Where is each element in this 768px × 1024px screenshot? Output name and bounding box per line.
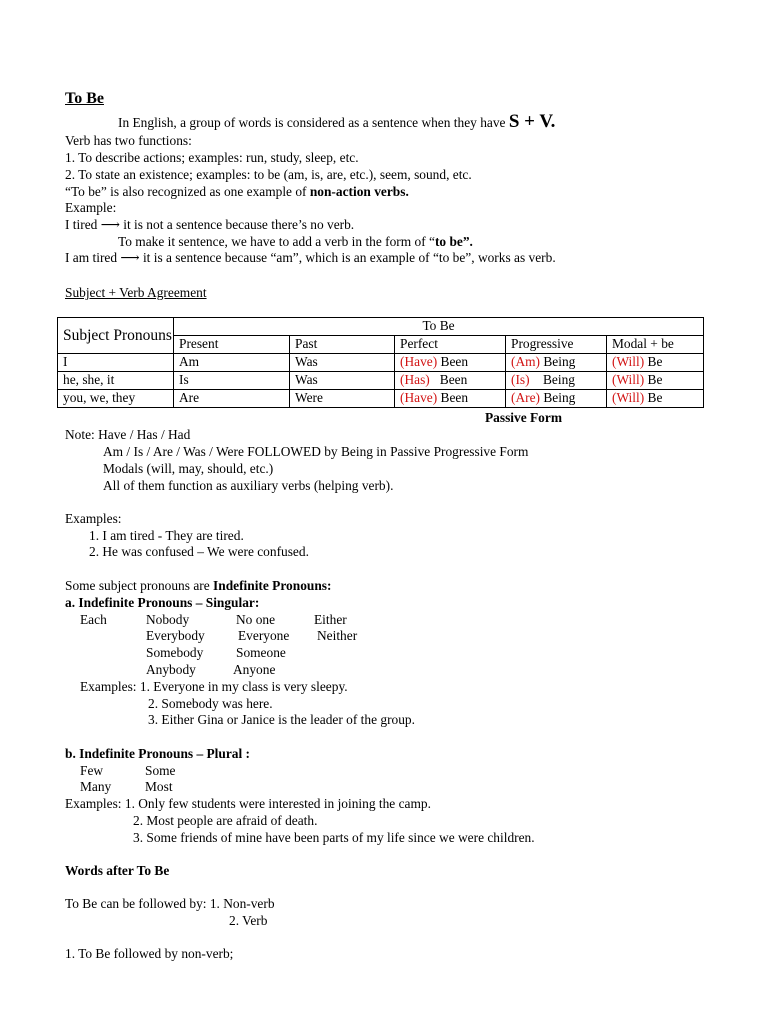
example-1: 1. I am tired - They are tired. xyxy=(89,528,244,543)
cell-past: Was xyxy=(290,354,395,372)
cell-perfect xyxy=(395,390,506,408)
intro-text: In English, a group of words is considered as a sentence when they have xyxy=(118,115,506,130)
example-make-sentence xyxy=(118,234,473,250)
table-row xyxy=(58,372,704,390)
example-2: 2. He was confused – We were confused. xyxy=(89,544,309,559)
example-label: Example: xyxy=(65,200,117,215)
cell-present: Am xyxy=(174,354,290,372)
cell-subject: I xyxy=(58,354,174,372)
plural-heading: b. Indefinite Pronouns – Plural : xyxy=(65,746,251,761)
pronoun-most: Most xyxy=(145,779,173,794)
progressive-form: Being xyxy=(543,354,576,369)
col-header-past: Past xyxy=(290,336,395,354)
to-be-bold: to be”. xyxy=(434,234,473,249)
cell-present: Are xyxy=(174,390,290,408)
modal-form: Be xyxy=(647,354,663,369)
passive-form-label: Passive Form xyxy=(485,410,562,425)
function-2: 2. To state an existence; examples: to be (am, is, are, etc.), seem, sound, etc. xyxy=(65,167,472,182)
singular-heading: a. Indefinite Pronouns – Singular: xyxy=(65,595,260,610)
note-line-4: All of them function as auxiliary verbs (helping verb). xyxy=(103,478,394,493)
indefinite-pronouns-bold: Indefinite Pronouns: xyxy=(213,578,332,593)
aux-progressive: (Am) xyxy=(511,354,541,369)
modal-form: Be xyxy=(647,372,663,387)
non-action-verbs: non-action verbs. xyxy=(309,184,409,199)
note-line-3: Modals (will, may, should, etc.) xyxy=(103,461,274,476)
pronoun-some: Some xyxy=(145,763,176,778)
recognized-text: “To be” is also recognized as one example of xyxy=(65,184,307,199)
indefinite-intro xyxy=(65,578,331,594)
function-1: 1. To describe actions; examples: run, study, sleep, etc. xyxy=(65,150,359,165)
singular-example-3: 3. Either Gina or Janice is the leader of the group. xyxy=(148,712,415,727)
pronoun-many: Many xyxy=(80,779,112,794)
pronoun-everybody: Everybody xyxy=(146,628,205,643)
col-header-modal: Modal + be xyxy=(607,336,704,354)
pronoun-no-one: No one xyxy=(236,612,276,627)
pronoun-each: Each xyxy=(80,612,107,627)
cell-modal xyxy=(607,372,704,390)
pronoun-everyone: Everyone xyxy=(238,628,290,643)
cell-past: Was xyxy=(290,372,395,390)
note-line-1: Note: Have / Has / Had xyxy=(65,427,191,442)
cell-modal xyxy=(607,354,704,372)
aux-progressive: (Is) xyxy=(511,372,530,387)
pronoun-someone: Someone xyxy=(236,645,286,660)
note-line-2: Am / Is / Are / Was / Were FOLLOWED by Being in Passive Progressive Form xyxy=(103,444,529,459)
cell-modal xyxy=(607,390,704,408)
aux-modal: (Will) xyxy=(612,354,645,369)
aux-modal: (Will) xyxy=(612,372,645,387)
intro-line xyxy=(118,111,556,132)
pronoun-either: Either xyxy=(314,612,347,627)
aux-perfect: (Have) xyxy=(400,390,438,405)
progressive-form: Being xyxy=(543,390,576,405)
pronoun-neither: Neither xyxy=(317,628,358,643)
subject-pronouns-header: Subject Pronouns xyxy=(58,318,174,354)
cell-past: Were xyxy=(290,390,395,408)
singular-example-2: 2. Somebody was here. xyxy=(148,696,273,711)
table-header-row xyxy=(58,318,704,336)
cell-progressive xyxy=(506,372,607,390)
to-be-table xyxy=(57,317,704,408)
indefinite-intro-text: Some subject pronouns are xyxy=(65,578,210,593)
table-row xyxy=(58,354,704,372)
examples-label: Examples: xyxy=(65,511,122,526)
aux-progressive: (Are) xyxy=(511,390,540,405)
col-header-perfect: Perfect xyxy=(395,336,506,354)
plural-example-2: 2. Most people are afraid of death. xyxy=(133,813,318,828)
cell-progressive xyxy=(506,390,607,408)
aux-perfect: (Have) xyxy=(400,354,438,369)
make-sentence-text: To make it sentence, we have to add a verb in the form of “ xyxy=(118,234,435,249)
last-line: 1. To Be followed by non-verb; xyxy=(65,946,234,961)
page-title: To Be xyxy=(65,90,104,107)
pronoun-few: Few xyxy=(80,763,104,778)
followed-by-verb: 2. Verb xyxy=(229,913,268,928)
perfect-form: Been xyxy=(440,354,469,369)
sv-formula: S + V. xyxy=(508,111,556,132)
cell-perfect xyxy=(395,354,506,372)
plural-example-3: 3. Some friends of mine have been parts of my life since we were children. xyxy=(133,830,535,845)
recognized-line xyxy=(65,184,409,200)
modal-form: Be xyxy=(647,390,663,405)
col-header-progressive: Progressive xyxy=(506,336,607,354)
col-header-present: Present xyxy=(174,336,290,354)
table-row xyxy=(58,390,704,408)
pronoun-somebody: Somebody xyxy=(146,645,204,660)
cell-present: Is xyxy=(174,372,290,390)
aux-perfect: (Has) xyxy=(400,372,430,387)
perfect-form: Been xyxy=(439,372,468,387)
pronoun-anyone: Anyone xyxy=(233,662,276,677)
verb-functions-line: Verb has two functions: xyxy=(65,133,192,148)
cell-subject: he, she, it xyxy=(58,372,174,390)
example-tired: I tired ⟶ it is not a sentence because there’s no verb. xyxy=(65,217,355,232)
to-be-header: To Be xyxy=(174,318,704,336)
words-after-heading: Words after To Be xyxy=(65,863,170,878)
plural-example-1: Examples: 1. Only few students were interested in joining the camp. xyxy=(65,796,431,811)
cell-subject: you, we, they xyxy=(58,390,174,408)
pronoun-anybody: Anybody xyxy=(146,662,196,677)
pronoun-nobody: Nobody xyxy=(146,612,190,627)
example-am-tired: I am tired ⟶ it is a sentence because “am”, which is an example of “to be”, works as verb. xyxy=(65,250,556,265)
followed-by-line: To Be can be followed by: 1. Non-verb xyxy=(65,896,275,911)
singular-example-1: Examples: 1. Everyone in my class is very sleepy. xyxy=(80,679,348,694)
perfect-form: Been xyxy=(440,390,469,405)
aux-modal: (Will) xyxy=(612,390,645,405)
cell-perfect xyxy=(395,372,506,390)
cell-progressive xyxy=(506,354,607,372)
progressive-form: Being xyxy=(542,372,575,387)
agreement-heading: Subject + Verb Agreement xyxy=(65,285,207,300)
